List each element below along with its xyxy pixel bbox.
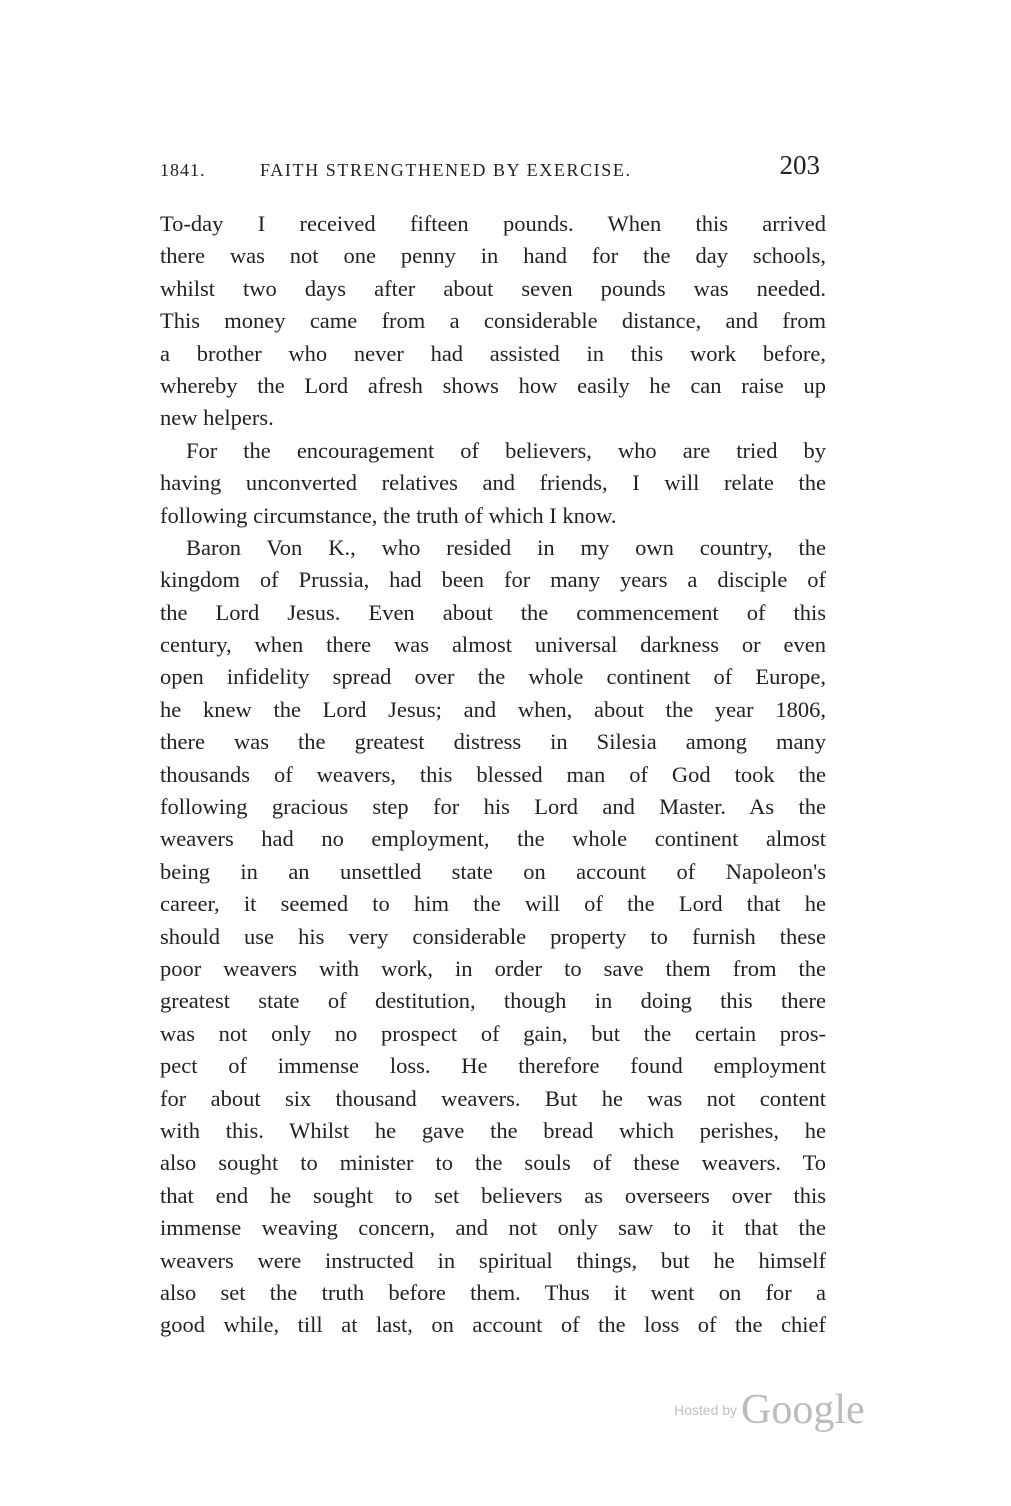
page-number: 203: [779, 150, 820, 180]
text-line: following circumstance, the truth of which I know.: [160, 502, 617, 528]
running-header: [160, 150, 820, 186]
text-line: there was not one penny in hand for the day schools,: [160, 243, 826, 269]
google-logo: Google: [741, 1387, 865, 1433]
text-line: that end he sought to set believers as overseers over this: [160, 1182, 826, 1208]
header-year: 1841.: [160, 160, 206, 180]
text-line: whereby the Lord afresh shows how easily he can raise up: [160, 372, 826, 398]
text-line: weavers had no employment, the whole continent almost: [160, 826, 826, 852]
text-line: Baron Von K., who resided in my own country, the: [186, 534, 826, 560]
text-line: also set the truth before them. Thus it went on for a: [160, 1279, 826, 1305]
text-line: the Lord Jesus. Even about the commencement of this: [160, 599, 826, 625]
text-line: was not only no prospect of gain, but the certain pros-: [160, 1020, 826, 1046]
text-line: being in an unsettled state on account of Napoleon's: [160, 858, 826, 884]
text-line: immense weaving concern, and not only saw to it that the: [160, 1215, 826, 1241]
text-line: thousands of weavers, this blessed man of God took the: [160, 761, 826, 787]
text-line: new helpers.: [160, 405, 274, 431]
text-line: whilst two days after about seven pounds was needed.: [160, 275, 826, 301]
text-line: good while, till at last, on account of the loss of the chief: [160, 1312, 826, 1338]
text-line: there was the greatest distress in Silesia among many: [160, 729, 826, 755]
text-line: pect of immense loss. He therefore found employment: [160, 1053, 826, 1079]
text-line: kingdom of Prussia, had been for many years a disciple of: [160, 567, 826, 593]
text-line: for about six thousand weavers. But he was not content: [160, 1085, 826, 1111]
text-line: open infidelity spread over the whole continent of Europe,: [160, 664, 826, 690]
text-line: This money came from a considerable distance, and from: [160, 308, 826, 334]
text-line: should use his very considerable property to furnish these: [160, 923, 826, 949]
text-line: century, when there was almost universal darkness or even: [160, 632, 826, 658]
text-line: a brother who never had assisted in this work before,: [160, 340, 826, 366]
text-line: he knew the Lord Jesus; and when, about the year 1806,: [160, 696, 826, 722]
hosted-by-label: Hosted by: [674, 1402, 738, 1418]
text-line: with this. Whilst he gave the bread which perishes, he: [160, 1117, 826, 1143]
text-line: weavers were instructed in spiritual things, but he himself: [160, 1247, 826, 1273]
text-line: also sought to minister to the souls of these weavers. To: [160, 1150, 826, 1176]
text-line: following gracious step for his Lord and Master. As the: [160, 794, 826, 820]
header-title: FAITH STRENGTHENED BY EXERCISE.: [260, 160, 632, 180]
text-line: poor weavers with work, in order to save them from the: [160, 955, 826, 981]
text-line: To-day I received fifteen pounds. When this arrived: [160, 211, 826, 236]
text-line: greatest state of destitution, though in doing this there: [160, 988, 826, 1014]
hosted-by-google-watermark: [674, 1386, 865, 1446]
text-line: For the encouragement of believers, who are tried by: [186, 437, 826, 463]
text-line: career, it seemed to him the will of the Lord that he: [160, 891, 826, 917]
text-line: having unconverted relatives and friends, I will relate the: [160, 470, 826, 496]
page-body: [160, 208, 826, 1342]
